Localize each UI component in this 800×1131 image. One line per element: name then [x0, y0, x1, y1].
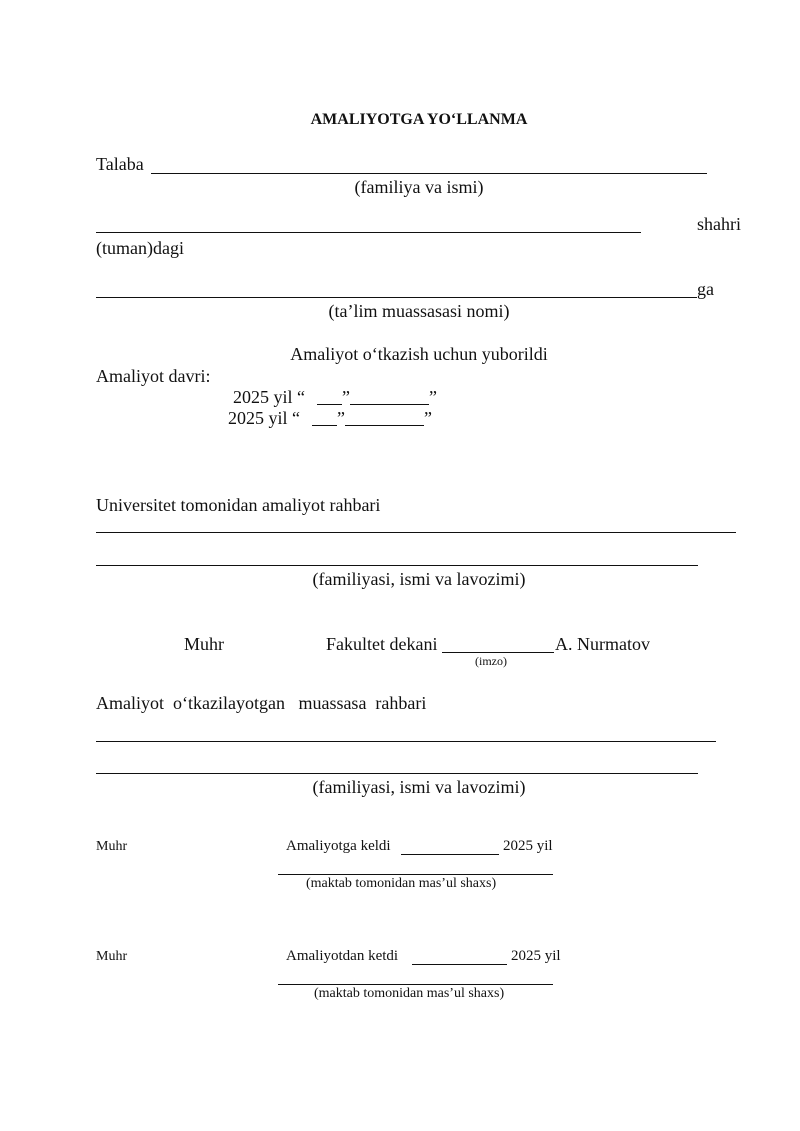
- period-label: Amaliyot davri:: [96, 366, 211, 386]
- host-supervisor-field-2[interactable]: [96, 773, 698, 774]
- dean-name: A. Nurmatov: [555, 634, 650, 654]
- departure-year: 2025 yil: [511, 948, 561, 964]
- departure-date-field[interactable]: [412, 964, 507, 965]
- period-start-day-field[interactable]: [317, 404, 342, 405]
- city-suffix: shahri: [697, 214, 741, 234]
- period-start-month-field[interactable]: [350, 404, 429, 405]
- host-supervisor-caption: (familiyasi, ismi va lavozimi): [312, 777, 526, 797]
- arrival-stamp-label: Muhr: [96, 839, 128, 854]
- institution-suffix: ga: [697, 279, 714, 299]
- city-field[interactable]: [96, 232, 641, 233]
- arrival-signature-field[interactable]: [278, 874, 553, 875]
- dean-sign-caption: (imzo): [475, 654, 507, 668]
- arrival-year: 2025 yil: [503, 838, 553, 854]
- period-end-prefix: 2025 yil “: [228, 408, 300, 428]
- departure-label: Amaliyotdan ketdi: [286, 948, 399, 964]
- host-supervisor-label: Amaliyot o‘tkazilayotgan muassasa rahbari: [96, 693, 427, 713]
- departure-stamp-label: Muhr: [96, 949, 128, 964]
- dean-stamp-label: Muhr: [184, 634, 224, 654]
- sent-text: Amaliyot o‘tkazish uchun yuborildi: [290, 344, 548, 364]
- departure-signature-field[interactable]: [278, 984, 553, 985]
- institution-caption: (ta’lim muassasasi nomi): [328, 301, 510, 321]
- period-start-prefix: 2025 yil “: [233, 387, 305, 407]
- student-name-field[interactable]: [151, 173, 707, 174]
- student-label: Talaba: [96, 154, 144, 174]
- period-end-end: ”: [424, 408, 432, 428]
- uni-supervisor-field-2[interactable]: [96, 565, 698, 566]
- uni-supervisor-caption: (familiyasi, ismi va lavozimi): [312, 569, 526, 589]
- period-end-month-field[interactable]: [345, 425, 424, 426]
- departure-caption: (maktab tomonidan mas’ul shaxs): [314, 986, 505, 1001]
- student-name-caption: (familiya va ismi): [354, 177, 484, 197]
- arrival-label: Amaliyotga keldi: [286, 838, 391, 854]
- arrival-caption: (maktab tomonidan mas’ul shaxs): [306, 876, 497, 891]
- arrival-date-field[interactable]: [401, 854, 499, 855]
- district-label: (tuman)dagi: [96, 238, 184, 258]
- period-start-mid: ”: [342, 387, 350, 407]
- dean-label: Fakultet dekani: [326, 634, 438, 654]
- period-end-mid: ”: [337, 408, 345, 428]
- institution-field[interactable]: [96, 297, 697, 298]
- period-end-day-field[interactable]: [312, 425, 337, 426]
- uni-supervisor-field-1[interactable]: [96, 532, 736, 533]
- period-start-end: ”: [429, 387, 437, 407]
- uni-supervisor-label: Universitet tomonidan amaliyot rahbari: [96, 495, 381, 515]
- host-supervisor-field-1[interactable]: [96, 741, 716, 742]
- page-title: AMALIYOTGA YO‘LLANMA: [310, 111, 528, 128]
- dean-signature-field[interactable]: [442, 652, 554, 653]
